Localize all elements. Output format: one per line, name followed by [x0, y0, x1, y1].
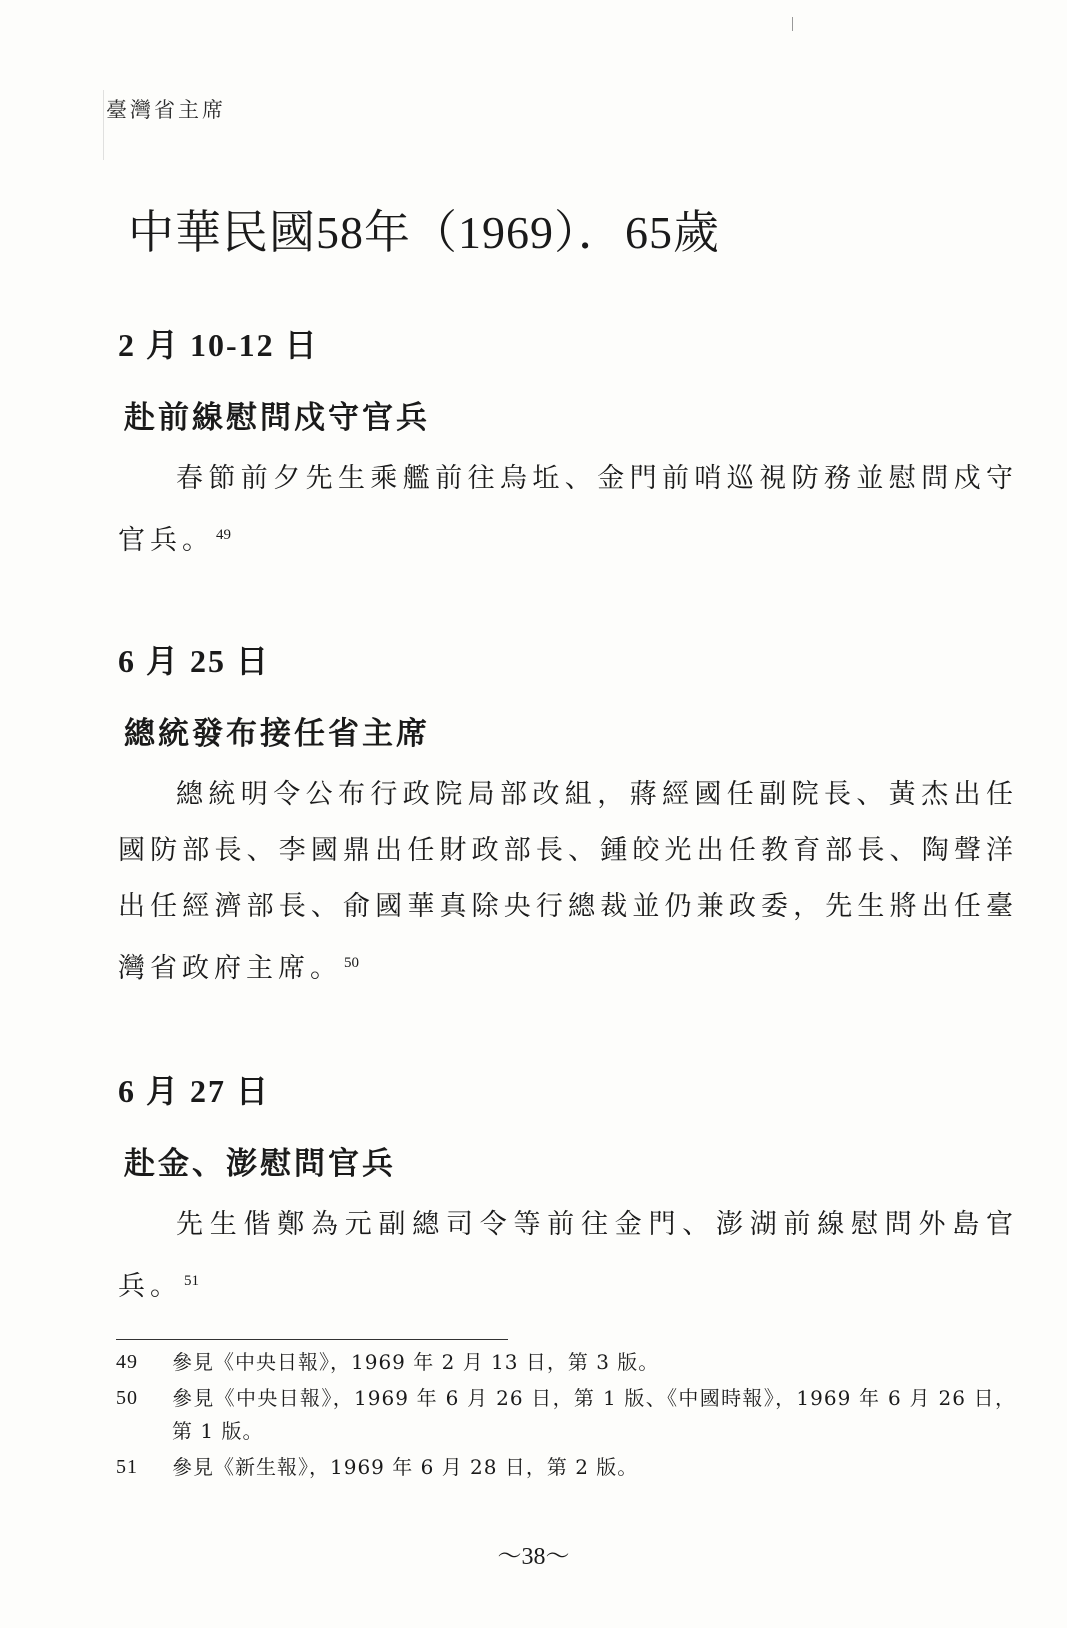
footnote: [116, 1346, 1016, 1379]
footnote-ref: 50: [344, 955, 359, 971]
entry-date: 6 月 27 日: [118, 1073, 271, 1109]
entry-2: [118, 636, 1018, 997]
footnote: [116, 1382, 1016, 1448]
scan-mark: [792, 17, 793, 31]
footnote-divider: [116, 1339, 508, 1340]
entry-body-text: 總統明令公布行政院局部改組，蔣經國任副院長、黃杰出任國防部長、李國鼎出任財政部長、鍾皎光出任教育部長、陶聲洋出任經濟部長、俞國華真除央行總裁並仍兼政委，先生將出任臺灣省政府主席。: [118, 779, 1018, 984]
footnotes: [116, 1346, 1016, 1487]
footnote-number: 51: [116, 1456, 138, 1478]
entry-heading: 赴前線慰問戍守官兵: [124, 400, 430, 436]
page-number: ～38～: [497, 1544, 570, 1570]
entry-date: 6 月 25 日: [118, 643, 271, 679]
entry-body-text: 春節前夕先生乘艦前往烏坵、金門前哨巡視防務並慰問戍守官兵。: [118, 463, 1018, 556]
footnote-number: 49: [116, 1351, 138, 1373]
entry-body: [118, 451, 1018, 569]
footnote-text: 參見《中央日報》，1969 年 2 月 13 日，第 3 版。: [172, 1350, 660, 1374]
year-title: 中華民國58年（1969）．65歲: [128, 207, 720, 258]
running-header: 臺灣省主席: [106, 98, 226, 122]
footnote-text: 參見《新生報》，1969 年 6 月 28 日，第 2 版。: [172, 1455, 639, 1479]
footnote-ref: 51: [184, 1273, 199, 1289]
footnote-text: 參見《中央日報》，1969 年 6 月 26 日，第 1 版、《中國時報》，1969 年 6 月 26 日，第 1 版。: [172, 1386, 1016, 1443]
entry-3: [118, 1066, 1018, 1315]
entry-body: [118, 1197, 1018, 1315]
footnote-ref: 49: [216, 527, 231, 543]
entry-heading: 赴金、澎慰問官兵: [124, 1146, 396, 1182]
footnote: [116, 1451, 1016, 1484]
entry-body: [118, 767, 1018, 997]
entry-body-text: 先生偕鄭為元副總司令等前往金門、澎湖前線慰問外島官兵。: [118, 1209, 1018, 1302]
entry-date: 2 月 10-12 日: [118, 327, 319, 363]
footnote-number: 50: [116, 1387, 138, 1409]
entry-heading: 總統發布接任省主席: [124, 716, 430, 752]
entry-1: [118, 320, 1018, 569]
